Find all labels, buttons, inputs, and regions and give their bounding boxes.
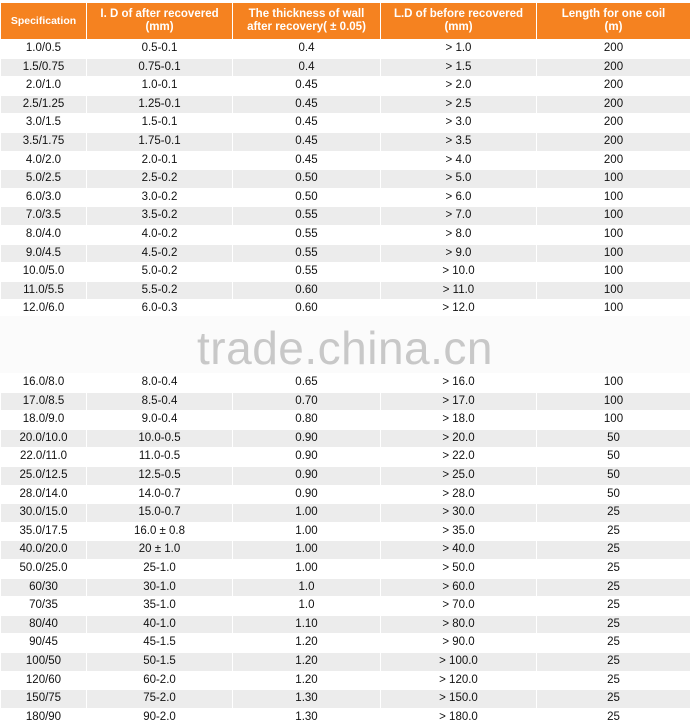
header-specification-label: Specification xyxy=(11,15,76,27)
cell-length: 100 xyxy=(537,188,690,207)
cell-specification: 22.0/11.0 xyxy=(1,448,87,467)
cell-id-before: > 10.0 xyxy=(381,263,537,282)
cell-id-before: > 11.0 xyxy=(381,281,537,300)
header-length-unit: (m) xyxy=(605,21,623,33)
cell-length: 100 xyxy=(537,170,690,189)
cell-thickness: 0.55 xyxy=(233,244,381,263)
header-id-after xyxy=(87,3,233,40)
cell-id-after: 16.0 ± 0.8 xyxy=(87,522,233,541)
cell-id-before: > 25.0 xyxy=(381,466,537,485)
header-id-after-unit: (mm) xyxy=(145,21,173,33)
cell-thickness: 0.70 xyxy=(233,392,381,411)
table-row xyxy=(1,690,690,709)
cell-specification: 3.5/1.75 xyxy=(1,132,87,151)
spec-table-top-body xyxy=(1,40,690,319)
cell-specification: 35.0/17.5 xyxy=(1,522,87,541)
header-id-before xyxy=(381,3,537,40)
cell-id-before: > 4.0 xyxy=(381,151,537,170)
table-row xyxy=(1,578,690,597)
cell-length: 50 xyxy=(537,485,690,504)
cell-specification: 2.5/1.25 xyxy=(1,95,87,114)
cell-id-before: > 50.0 xyxy=(381,559,537,578)
table-row xyxy=(1,671,690,690)
cell-specification: 12.0/6.0 xyxy=(1,300,87,319)
cell-id-before: > 90.0 xyxy=(381,634,537,653)
table-row xyxy=(1,485,690,504)
cell-length: 50 xyxy=(537,448,690,467)
cell-id-after: 5.5-0.2 xyxy=(87,281,233,300)
cell-specification: 40.0/20.0 xyxy=(1,541,87,560)
cell-thickness: 0.4 xyxy=(233,58,381,77)
cell-id-before: > 22.0 xyxy=(381,448,537,467)
cell-id-before: > 2.0 xyxy=(381,77,537,96)
cell-length: 25 xyxy=(537,634,690,653)
cell-id-after: 5.0-0.2 xyxy=(87,263,233,282)
cell-id-before: > 28.0 xyxy=(381,485,537,504)
table-row xyxy=(1,40,690,59)
cell-length: 25 xyxy=(537,671,690,690)
cell-length: 100 xyxy=(537,411,690,430)
table-row xyxy=(1,504,690,523)
cell-id-after: 3.5-0.2 xyxy=(87,207,233,226)
table-row xyxy=(1,411,690,430)
table-row xyxy=(1,58,690,77)
cell-id-after: 1.5-0.1 xyxy=(87,114,233,133)
cell-thickness: 0.45 xyxy=(233,151,381,170)
cell-id-before: > 60.0 xyxy=(381,578,537,597)
header-id-after-label: I. D of after recovered xyxy=(100,8,218,20)
cell-specification: 18.0/9.0 xyxy=(1,411,87,430)
cell-length: 100 xyxy=(537,281,690,300)
cell-thickness: 0.45 xyxy=(233,114,381,133)
table-row xyxy=(1,541,690,560)
cell-id-after: 1.0-0.1 xyxy=(87,77,233,96)
table-row xyxy=(1,466,690,485)
cell-id-before: > 12.0 xyxy=(381,300,537,319)
cell-length: 100 xyxy=(537,300,690,319)
cell-specification: 4.0/2.0 xyxy=(1,151,87,170)
cell-length: 200 xyxy=(537,77,690,96)
cell-length: 25 xyxy=(537,559,690,578)
cell-thickness: 0.45 xyxy=(233,95,381,114)
cell-id-before: > 100.0 xyxy=(381,652,537,671)
cell-length: 50 xyxy=(537,466,690,485)
cell-length: 200 xyxy=(537,40,690,59)
cell-length: 200 xyxy=(537,95,690,114)
cell-specification: 1.0/0.5 xyxy=(1,40,87,59)
table-row xyxy=(1,374,690,393)
cell-length: 50 xyxy=(537,429,690,448)
cell-id-after: 1.25-0.1 xyxy=(87,95,233,114)
cell-thickness: 1.00 xyxy=(233,541,381,560)
cell-specification: 20.0/10.0 xyxy=(1,429,87,448)
cell-length: 100 xyxy=(537,225,690,244)
cell-id-after: 3.0-0.2 xyxy=(87,188,233,207)
cell-id-after: 40-1.0 xyxy=(87,615,233,634)
cell-id-before: > 120.0 xyxy=(381,671,537,690)
cell-length: 25 xyxy=(537,578,690,597)
cell-thickness: 0.45 xyxy=(233,132,381,151)
cell-length: 25 xyxy=(537,522,690,541)
table-row xyxy=(1,151,690,170)
cell-id-before: > 16.0 xyxy=(381,374,537,393)
table-row xyxy=(1,207,690,226)
cell-specification: 100/50 xyxy=(1,652,87,671)
cell-id-after: 8.0-0.4 xyxy=(87,374,233,393)
table-row xyxy=(1,188,690,207)
cell-thickness: 0.50 xyxy=(233,188,381,207)
cell-length: 100 xyxy=(537,374,690,393)
cell-id-after: 6.0-0.3 xyxy=(87,300,233,319)
table-row xyxy=(1,244,690,263)
table-row xyxy=(1,281,690,300)
cell-id-before: > 2.5 xyxy=(381,95,537,114)
cell-specification: 180/90 xyxy=(1,708,87,727)
cell-id-before: > 5.0 xyxy=(381,170,537,189)
cell-length: 100 xyxy=(537,392,690,411)
cell-specification: 7.0/3.5 xyxy=(1,207,87,226)
cell-specification: 17.0/8.5 xyxy=(1,392,87,411)
cell-length: 200 xyxy=(537,58,690,77)
cell-specification: 11.0/5.5 xyxy=(1,281,87,300)
header-id-before-label: L.D of before recovered xyxy=(394,8,523,20)
cell-thickness: 1.20 xyxy=(233,652,381,671)
cell-id-before: > 17.0 xyxy=(381,392,537,411)
cell-thickness: 0.55 xyxy=(233,225,381,244)
cell-id-before: > 1.0 xyxy=(381,40,537,59)
cell-id-after: 4.0-0.2 xyxy=(87,225,233,244)
cell-thickness: 0.50 xyxy=(233,170,381,189)
cell-id-after: 10.0-0.5 xyxy=(87,429,233,448)
cell-id-after: 11.0-0.5 xyxy=(87,448,233,467)
cell-specification: 28.0/14.0 xyxy=(1,485,87,504)
cell-specification: 8.0/4.0 xyxy=(1,225,87,244)
cell-specification: 1.5/0.75 xyxy=(1,58,87,77)
cell-thickness: 1.30 xyxy=(233,690,381,709)
cell-specification: 30.0/15.0 xyxy=(1,504,87,523)
cell-id-after: 20 ± 1.0 xyxy=(87,541,233,560)
cell-id-after: 50-1.5 xyxy=(87,652,233,671)
cell-id-before: > 20.0 xyxy=(381,429,537,448)
table-row xyxy=(1,114,690,133)
cell-id-before: > 6.0 xyxy=(381,188,537,207)
cell-id-before: > 3.5 xyxy=(381,132,537,151)
cell-thickness: 0.90 xyxy=(233,485,381,504)
cell-length: 25 xyxy=(537,652,690,671)
cell-id-before: > 18.0 xyxy=(381,411,537,430)
cell-thickness: 1.00 xyxy=(233,559,381,578)
cell-thickness: 1.20 xyxy=(233,671,381,690)
cell-thickness: 1.30 xyxy=(233,708,381,727)
cell-specification: 6.0/3.0 xyxy=(1,188,87,207)
table-row xyxy=(1,522,690,541)
cell-specification: 150/75 xyxy=(1,690,87,709)
cell-id-after: 2.0-0.1 xyxy=(87,151,233,170)
cell-id-after: 2.5-0.2 xyxy=(87,170,233,189)
spec-table-header xyxy=(0,2,690,40)
cell-specification: 10.0/5.0 xyxy=(1,263,87,282)
cell-length: 25 xyxy=(537,597,690,616)
cell-id-after: 1.75-0.1 xyxy=(87,132,233,151)
cell-id-after: 14.0-0.7 xyxy=(87,485,233,504)
cell-thickness: 0.90 xyxy=(233,466,381,485)
table-row xyxy=(1,708,690,727)
cell-thickness: 1.00 xyxy=(233,504,381,523)
table-row xyxy=(1,652,690,671)
cell-id-after: 60-2.0 xyxy=(87,671,233,690)
cell-id-after: 25-1.0 xyxy=(87,559,233,578)
header-thickness-tolerance: after recovery( ± 0.05) xyxy=(247,21,366,33)
cell-id-after: 30-1.0 xyxy=(87,578,233,597)
watermark-text: trade.china.cn xyxy=(0,318,690,378)
cell-thickness: 0.60 xyxy=(233,300,381,319)
header-id-before-unit: (mm) xyxy=(444,21,472,33)
cell-length: 100 xyxy=(537,207,690,226)
cell-thickness: 0.90 xyxy=(233,448,381,467)
cell-thickness: 1.0 xyxy=(233,578,381,597)
cell-thickness: 1.0 xyxy=(233,597,381,616)
cell-specification: 50.0/25.0 xyxy=(1,559,87,578)
cell-specification: 3.0/1.5 xyxy=(1,114,87,133)
cell-thickness: 1.00 xyxy=(233,522,381,541)
cell-id-after: 4.5-0.2 xyxy=(87,244,233,263)
cell-length: 200 xyxy=(537,114,690,133)
cell-thickness: 0.60 xyxy=(233,281,381,300)
cell-length: 25 xyxy=(537,690,690,709)
cell-length: 100 xyxy=(537,244,690,263)
cell-id-before: > 1.5 xyxy=(381,58,537,77)
cell-id-before: > 150.0 xyxy=(381,690,537,709)
cell-id-after: 8.5-0.4 xyxy=(87,392,233,411)
cell-length: 200 xyxy=(537,132,690,151)
cell-id-after: 35-1.0 xyxy=(87,597,233,616)
cell-id-before: > 80.0 xyxy=(381,615,537,634)
cell-thickness: 0.45 xyxy=(233,77,381,96)
cell-specification: 80/40 xyxy=(1,615,87,634)
table-row xyxy=(1,132,690,151)
cell-id-after: 90-2.0 xyxy=(87,708,233,727)
table-row xyxy=(1,634,690,653)
table-row xyxy=(1,95,690,114)
header-length-label: Length for one coil xyxy=(562,8,666,20)
cell-specification: 9.0/4.5 xyxy=(1,244,87,263)
cell-specification: 60/30 xyxy=(1,578,87,597)
spec-table-top xyxy=(0,39,690,319)
cell-specification: 120/60 xyxy=(1,671,87,690)
spec-table-bottom xyxy=(0,373,690,727)
cell-specification: 25.0/12.5 xyxy=(1,466,87,485)
spec-table-bottom-body xyxy=(1,374,690,727)
cell-length: 200 xyxy=(537,151,690,170)
table-row xyxy=(1,615,690,634)
cell-thickness: 0.4 xyxy=(233,40,381,59)
cell-id-after: 45-1.5 xyxy=(87,634,233,653)
cell-specification: 16.0/8.0 xyxy=(1,374,87,393)
table-row xyxy=(1,597,690,616)
cell-id-before: > 30.0 xyxy=(381,504,537,523)
cell-thickness: 0.65 xyxy=(233,374,381,393)
table-row xyxy=(1,392,690,411)
table-row xyxy=(1,170,690,189)
cell-id-before: > 180.0 xyxy=(381,708,537,727)
cell-id-after: 0.75-0.1 xyxy=(87,58,233,77)
cell-length: 25 xyxy=(537,708,690,727)
cell-specification: 70/35 xyxy=(1,597,87,616)
cell-length: 25 xyxy=(537,541,690,560)
table-row xyxy=(1,77,690,96)
header-specification xyxy=(1,3,87,40)
cell-specification: 5.0/2.5 xyxy=(1,170,87,189)
cell-thickness: 0.55 xyxy=(233,263,381,282)
header-thickness xyxy=(233,3,381,40)
cell-thickness: 1.20 xyxy=(233,634,381,653)
cell-id-after: 15.0-0.7 xyxy=(87,504,233,523)
table-row xyxy=(1,559,690,578)
header-row xyxy=(1,3,690,40)
cell-thickness: 0.80 xyxy=(233,411,381,430)
cell-specification: 2.0/1.0 xyxy=(1,77,87,96)
cell-id-before: > 40.0 xyxy=(381,541,537,560)
cell-specification: 90/45 xyxy=(1,634,87,653)
cell-id-after: 75-2.0 xyxy=(87,690,233,709)
cell-thickness: 1.10 xyxy=(233,615,381,634)
table-row xyxy=(1,263,690,282)
cell-id-after: 0.5-0.1 xyxy=(87,40,233,59)
cell-length: 25 xyxy=(537,615,690,634)
cell-id-before: > 8.0 xyxy=(381,225,537,244)
cell-id-after: 9.0-0.4 xyxy=(87,411,233,430)
table-row xyxy=(1,448,690,467)
cell-id-before: > 7.0 xyxy=(381,207,537,226)
cell-id-before: > 35.0 xyxy=(381,522,537,541)
cell-id-before: > 70.0 xyxy=(381,597,537,616)
cell-length: 100 xyxy=(537,263,690,282)
cell-thickness: 0.90 xyxy=(233,429,381,448)
header-length xyxy=(537,3,690,40)
table-row xyxy=(1,225,690,244)
header-thickness-label: The thickness of wall xyxy=(249,8,365,20)
cell-length: 25 xyxy=(537,504,690,523)
cell-id-before: > 9.0 xyxy=(381,244,537,263)
table-row xyxy=(1,429,690,448)
cell-id-after: 12.5-0.5 xyxy=(87,466,233,485)
cell-thickness: 0.55 xyxy=(233,207,381,226)
cell-id-before: > 3.0 xyxy=(381,114,537,133)
